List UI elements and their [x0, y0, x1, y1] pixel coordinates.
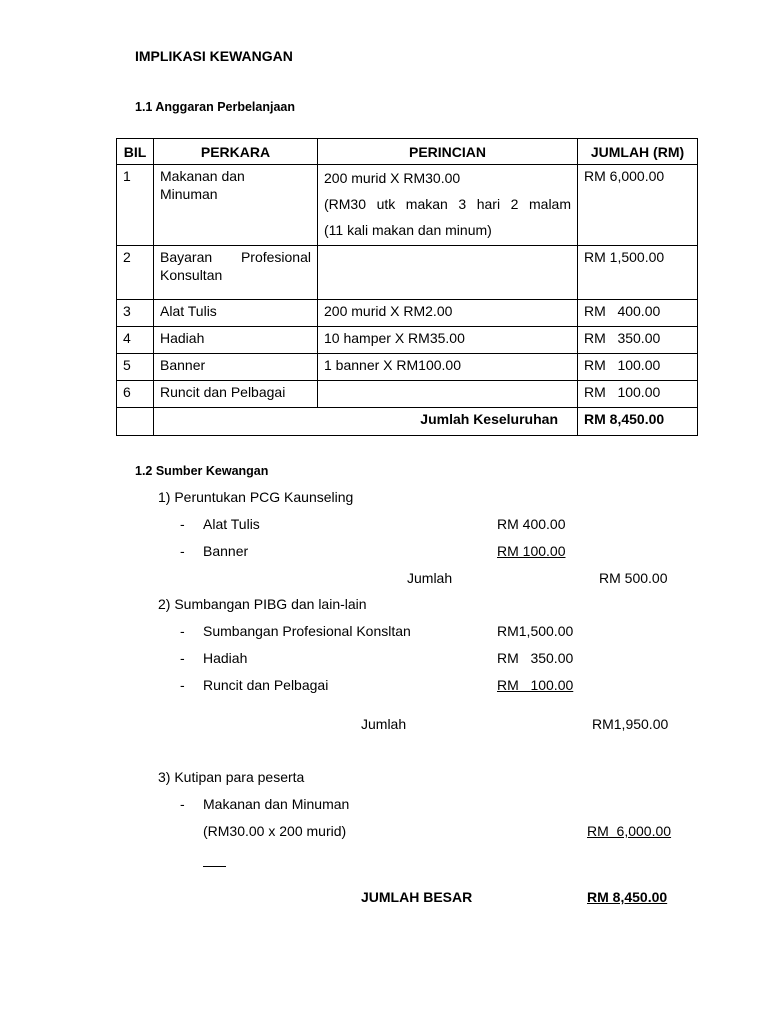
cell-text: Makanan dan [160, 168, 245, 184]
cell-perincian: 200 murid X RM2.00 [318, 300, 578, 327]
cell-jumlah: RM 350.00 [578, 327, 698, 354]
cell-word: Profesional [240, 249, 311, 265]
list-item-amount: RM 400.00 [497, 516, 566, 532]
cell-jumlah: RM 100.00 [578, 354, 698, 381]
cell-text: 200 murid X RM30.00 [324, 170, 461, 186]
cell-perkara [154, 246, 318, 300]
list-item-dash: - [180, 650, 185, 666]
cell-empty [117, 408, 154, 436]
cell-bil: 1 [117, 165, 154, 246]
cell-perincian [318, 165, 578, 246]
subtotal-label: Jumlah [361, 716, 407, 732]
divider-line [203, 866, 226, 867]
cell-perkara: Runcit dan Pelbagai [154, 381, 318, 408]
cell-bil: 4 [117, 327, 154, 354]
cell-bil: 2 [117, 246, 154, 300]
table-row [117, 165, 698, 246]
list-item-label: Makanan dan Minuman [203, 796, 350, 812]
list-item-label: Runcit dan Pelbagai [203, 677, 329, 693]
list-item-dash: - [180, 516, 185, 532]
subtotal-value: RM 500.00 [599, 570, 668, 586]
table-row [117, 300, 698, 327]
cell-text: (RM30 utk makan 3 hari 2 malam [324, 196, 571, 212]
subtotal-value: RM1,950.00 [592, 716, 669, 732]
table-row [117, 327, 698, 354]
grand-total-value: RM 8,450.00 [587, 889, 668, 905]
group-title: 1) Peruntukan PCG Kaunseling [158, 489, 354, 505]
section-heading-budget: 1.1 Anggaran Perbelanjaan [135, 100, 296, 114]
cell-bil: 6 [117, 381, 154, 408]
list-item-label: Hadiah [203, 650, 248, 666]
grand-total-label: JUMLAH BESAR [361, 889, 473, 905]
cell-perincian [318, 381, 578, 408]
table-total-row [117, 408, 698, 436]
cell-bil: 5 [117, 354, 154, 381]
list-item-dash: - [180, 677, 185, 693]
cell-perincian [318, 246, 578, 300]
list-item-amount: RM 100.00 [497, 677, 574, 693]
table-row [117, 246, 698, 300]
list-item-dash: - [180, 623, 185, 639]
header-bil: BIL [117, 139, 154, 165]
cell-text-justified [160, 248, 311, 266]
header-jumlah: JUMLAH (RM) [578, 139, 698, 165]
cell-word: Bayaran [160, 249, 213, 265]
cell-perkara: Alat Tulis [154, 300, 318, 327]
list-item-label: Alat Tulis [203, 516, 260, 532]
budget-table [116, 138, 698, 436]
cell-text: (11 kali makan dan minum) [324, 222, 492, 238]
group-title: 2) Sumbangan PIBG dan lain-lain [158, 596, 367, 612]
list-item-amount: RM 350.00 [497, 650, 574, 666]
list-item-label: Sumbangan Profesional Konsltan [203, 623, 411, 639]
cell-perincian: 10 hamper X RM35.00 [318, 327, 578, 354]
cell-perkara: Banner [154, 354, 318, 381]
table-row [117, 354, 698, 381]
cell-jumlah: RM 400.00 [578, 300, 698, 327]
cell-text: Konsultan [160, 267, 223, 283]
list-item-detail: (RM30.00 x 200 murid) [203, 823, 347, 839]
cell-perkara: Hadiah [154, 327, 318, 354]
cell-jumlah: RM 6,000.00 [578, 165, 698, 246]
cell-text: Minuman [160, 186, 218, 202]
list-item-label: Banner [203, 543, 249, 559]
cell-jumlah: RM 1,500.00 [578, 246, 698, 300]
header-perincian: PERINCIAN [318, 139, 578, 165]
total-label: Jumlah Keseluruhan [154, 408, 578, 436]
cell-bil: 3 [117, 300, 154, 327]
list-item-amount: RM 6,000.00 [587, 823, 672, 839]
subtotal-label: Jumlah [407, 570, 453, 586]
table-row [117, 381, 698, 408]
total-value: RM 8,450.00 [578, 408, 698, 436]
list-item-dash: - [180, 543, 185, 559]
list-item-amount: RM1,500.00 [497, 623, 574, 639]
table-header-row [117, 139, 698, 165]
group-title: 3) Kutipan para peserta [158, 769, 305, 785]
list-item-amount: RM 100.00 [497, 543, 566, 559]
list-item-dash: - [180, 796, 185, 812]
cell-perincian: 1 banner X RM100.00 [318, 354, 578, 381]
section-heading-sources: 1.2 Sumber Kewangan [135, 464, 269, 478]
cell-perkara [154, 165, 318, 246]
page-title: IMPLIKASI KEWANGAN [135, 48, 293, 64]
header-perkara: PERKARA [154, 139, 318, 165]
cell-jumlah: RM 100.00 [578, 381, 698, 408]
